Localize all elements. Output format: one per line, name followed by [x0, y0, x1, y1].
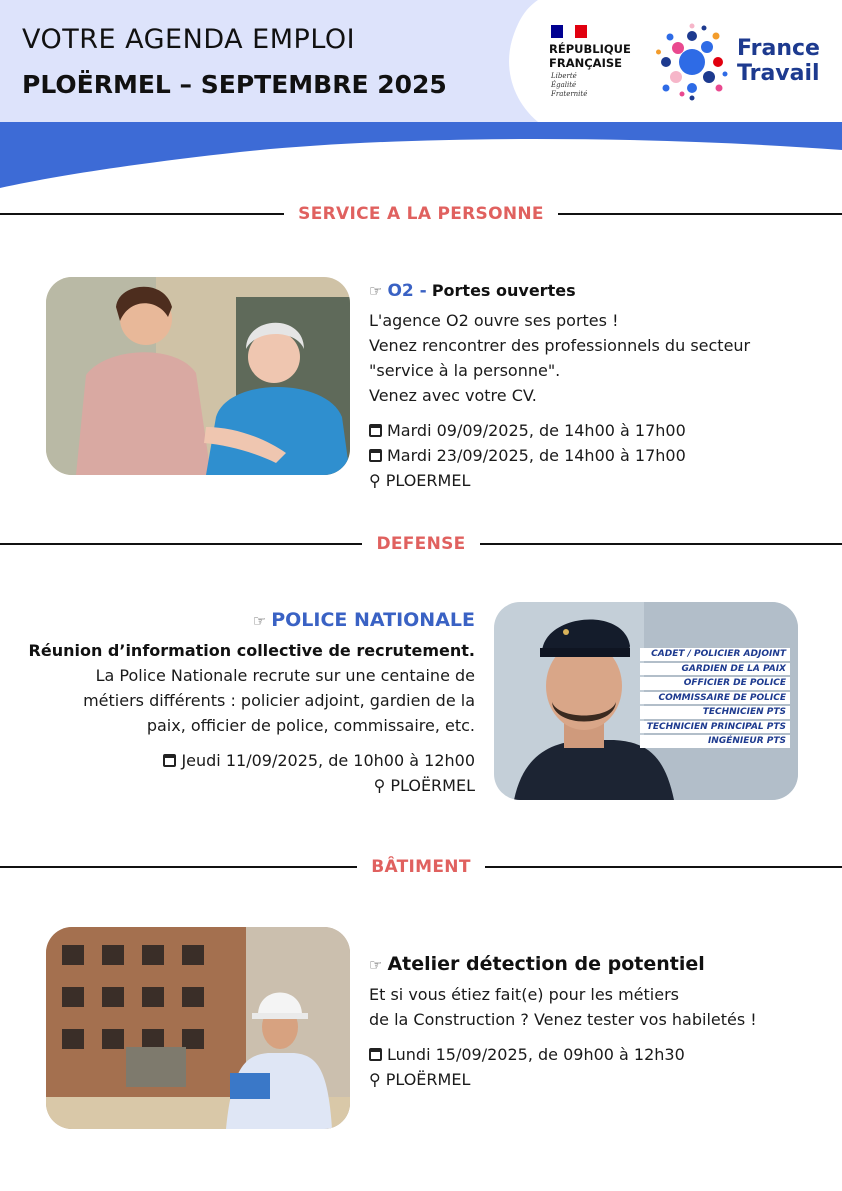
event-date: Jeudi 11/09/2025, de 10h00 à 12h00 — [181, 751, 475, 770]
calendar-icon — [369, 424, 382, 437]
event-police-nationale — [20, 608, 475, 798]
job-badge: GARDIEN DE LA PAIX — [640, 663, 790, 676]
event-text-line: Venez rencontrer des professionnels du secteur — [369, 336, 751, 355]
page-title-line2: PLOËRMEL – SEPTEMBRE 2025 — [22, 70, 447, 99]
event-text-line: Et si vous étiez fait(e) pour les métiers — [369, 985, 679, 1004]
location-pin-icon: ⚲ — [373, 776, 386, 795]
event-location: PLOËRMEL — [390, 776, 475, 795]
event-heading — [369, 952, 757, 978]
event-subtitle: Réunion d’information collective de recrutement. — [28, 641, 475, 660]
event-brand: POLICE NATIONALE — [271, 609, 475, 631]
location-pin-icon: ⚲ — [369, 1070, 381, 1089]
pointing-hand-icon: ☞ — [252, 612, 267, 630]
event-atelier-potentiel — [369, 952, 757, 1092]
divider-line — [480, 543, 842, 545]
event-location-row — [369, 1067, 757, 1092]
calendar-icon — [163, 754, 176, 767]
event-date: Lundi 15/09/2025, de 09h00 à 12h30 — [387, 1045, 685, 1064]
divider-line — [558, 213, 842, 215]
republique-francaise-motto: Liberté Égalité Fraternité — [551, 72, 588, 98]
job-badge: OFFICIER DE POLICE — [640, 677, 790, 690]
event-text-line: de la Construction ? Venez tester vos habiletés ! — [369, 1010, 757, 1029]
event-date-row — [369, 418, 750, 443]
event-text-line: Venez avec votre CV. — [369, 386, 537, 405]
calendar-icon — [369, 1048, 382, 1061]
republique-francaise-name: RÉPUBLIQUE FRANÇAISE — [549, 42, 631, 70]
section-divider-batiment — [0, 856, 842, 878]
section-divider-defense — [0, 533, 842, 555]
divider-line — [0, 866, 357, 868]
event-date-row — [369, 1042, 757, 1067]
section-divider-service-personne — [0, 203, 842, 225]
job-badge: INGÉNIEUR PTS — [640, 735, 790, 748]
event-text-line: La Police Nationale recrute sur une centaine de — [95, 666, 475, 685]
page-title-line1: VOTRE AGENDA EMPLOI — [22, 24, 356, 55]
job-badge: TECHNICIEN PTS — [640, 706, 790, 719]
event-o2 — [369, 278, 750, 493]
divider-line — [485, 866, 842, 868]
france-travail-name: France Travail — [737, 36, 820, 86]
event-location: PLOERMEL — [385, 471, 471, 490]
section-label: BÂTIMENT — [371, 857, 471, 877]
event-date-row — [20, 748, 475, 773]
divider-line — [0, 213, 284, 215]
calendar-icon — [369, 449, 382, 462]
france-travail-logo-icon — [656, 22, 728, 102]
section-label: DEFENSE — [376, 534, 466, 554]
job-badge: CADET / POLICIER ADJOINT — [640, 648, 790, 661]
police-job-badges — [640, 648, 790, 750]
location-pin-icon: ⚲ — [369, 471, 381, 490]
republique-francaise-flag-icon — [551, 25, 587, 38]
event-heading — [20, 608, 475, 634]
event-heading — [369, 278, 750, 304]
caregiver-elderly-woman-photo — [46, 277, 350, 475]
pointing-hand-icon: ☞ — [369, 956, 383, 974]
section-label: SERVICE A LA PERSONNE — [298, 204, 544, 224]
event-title: Portes ouvertes — [431, 281, 576, 300]
pointing-hand-icon: ☞ — [369, 282, 383, 300]
event-title: Atelier détection de potentiel — [387, 953, 705, 975]
job-badge: COMMISSAIRE DE POLICE — [640, 692, 790, 705]
construction-worker-photo — [46, 927, 350, 1129]
job-badge: TECHNICIEN PRINCIPAL PTS — [640, 721, 790, 734]
event-location: PLOËRMEL — [385, 1070, 471, 1089]
divider-line — [0, 543, 362, 545]
event-date-row — [369, 443, 750, 468]
event-location-row — [369, 468, 750, 493]
event-date: Mardi 23/09/2025, de 14h00 à 17h00 — [387, 446, 686, 465]
event-brand: O2 - — [387, 281, 427, 301]
event-location-row — [20, 773, 475, 798]
event-text-line: paix, officier de police, commissaire, etc. — [146, 716, 475, 735]
event-date: Mardi 09/09/2025, de 14h00 à 17h00 — [387, 421, 686, 440]
event-text-line: L'agence O2 ouvre ses portes ! — [369, 311, 619, 330]
event-text-line: métiers différents : policier adjoint, gardien de la — [83, 691, 475, 710]
event-text-line: "service à la personne". — [369, 361, 561, 380]
